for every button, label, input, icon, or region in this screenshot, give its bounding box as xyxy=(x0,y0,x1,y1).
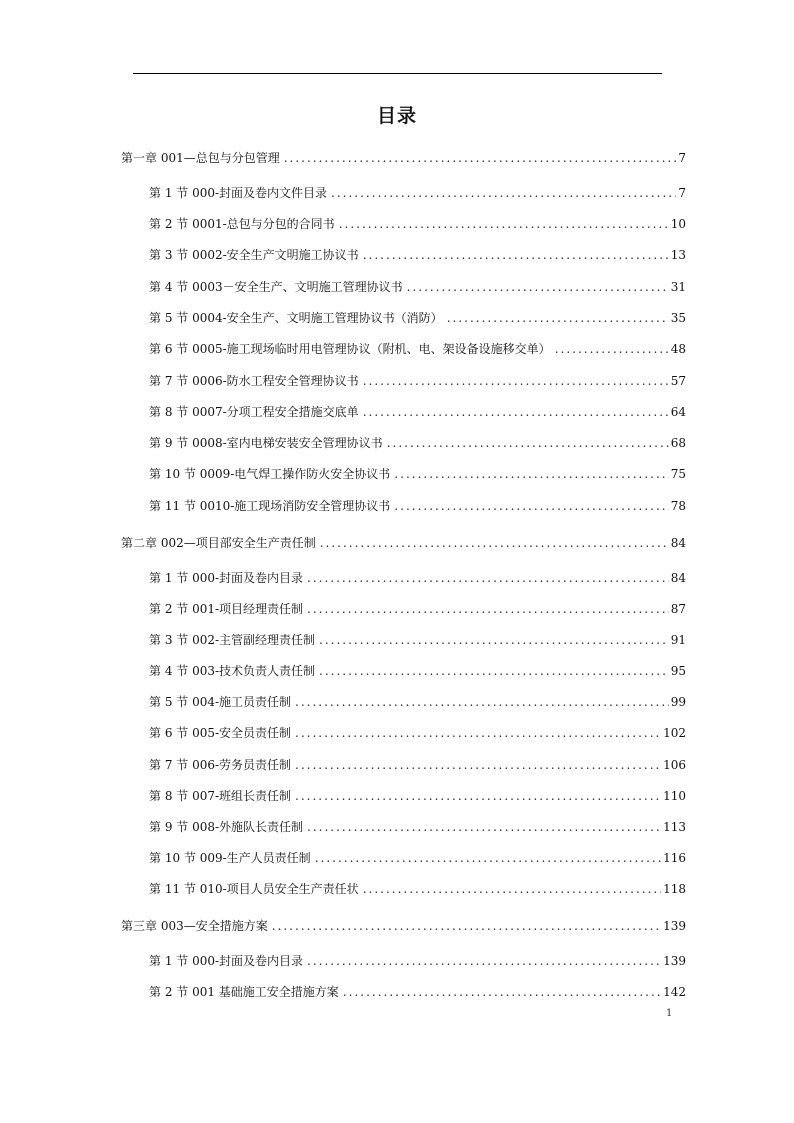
toc-section-1-4[interactable] xyxy=(149,279,686,295)
dot-leader xyxy=(339,216,669,232)
toc-section-2-1[interactable] xyxy=(149,570,686,586)
toc-section-2-4[interactable] xyxy=(149,663,686,679)
dot-leader xyxy=(307,601,669,617)
dot-leader xyxy=(319,632,669,648)
dot-leader xyxy=(320,535,669,551)
toc-entry-label: 第 4 节 0003－安全生产、文明施工管理协议书 xyxy=(149,280,403,294)
dot-leader xyxy=(363,404,669,420)
toc-entry-label: 第 2 节 001-项目经理责任制 xyxy=(149,602,304,616)
toc-entry-label: 第 10 节 0009-电气焊工操作防火安全协议书 xyxy=(149,467,391,481)
toc-section-1-10[interactable] xyxy=(149,466,686,482)
toc-entry-page: 118 xyxy=(663,882,686,896)
toc-chapter-1[interactable] xyxy=(121,150,686,166)
toc-entry-label: 第三章 003—安全措施方案 xyxy=(121,919,268,933)
toc-section-2-9[interactable] xyxy=(149,819,686,835)
dot-leader xyxy=(363,247,669,263)
dot-leader xyxy=(307,819,661,835)
toc-section-3-1[interactable] xyxy=(149,953,686,969)
toc-entry-label: 第 5 节 0004-安全生产、文明施工管理协议书（消防） xyxy=(149,311,443,325)
toc-entry-label: 第 5 节 004-施工员责任制 xyxy=(149,695,292,709)
dot-leader xyxy=(315,850,661,866)
toc-entry-page: 57 xyxy=(670,374,686,388)
toc-entry-page: 31 xyxy=(670,280,686,294)
toc-entry-page: 116 xyxy=(663,851,686,865)
toc-entry-page: 84 xyxy=(670,536,686,550)
dot-leader xyxy=(387,435,669,451)
toc-entry-label: 第 9 节 008-外施队长责任制 xyxy=(149,820,304,834)
toc-entry-label: 第二章 002—项目部安全生产责任制 xyxy=(121,536,316,550)
dot-leader xyxy=(394,466,668,482)
dot-leader xyxy=(394,498,668,514)
toc-entry-page: 110 xyxy=(663,789,686,803)
toc-entry-page: 99 xyxy=(670,695,686,709)
dot-leader xyxy=(295,788,661,804)
toc-section-1-3[interactable] xyxy=(149,247,686,263)
toc-section-2-8[interactable] xyxy=(149,788,686,804)
toc-entry-label: 第 2 节 001 基础施工安全措施方案 xyxy=(149,985,339,999)
toc-entry-label: 第 7 节 0006-防水工程安全管理协议书 xyxy=(149,374,359,388)
toc-entry-page: 75 xyxy=(670,467,686,481)
toc-entry-label: 第 11 节 010-项目人员安全生产责任状 xyxy=(149,882,359,896)
toc-entry-label: 第一章 001—总包与分包管理 xyxy=(121,151,280,165)
toc-entry-label: 第 1 节 000-封面及卷内目录 xyxy=(149,571,304,585)
toc-entry-label: 第 2 节 0001-总包与分包的合同书 xyxy=(149,217,335,231)
toc-entry-page: 91 xyxy=(670,633,686,647)
toc-chapter-2[interactable] xyxy=(121,535,686,551)
toc-entry-page: 84 xyxy=(670,571,686,585)
toc-section-1-1[interactable] xyxy=(149,185,686,201)
toc-entry-page: 13 xyxy=(670,248,686,262)
toc-entry-page: 142 xyxy=(663,985,686,999)
toc-entry-page: 102 xyxy=(663,726,686,740)
toc-entry-page: 35 xyxy=(670,311,686,325)
toc-entry-page: 68 xyxy=(670,436,686,450)
toc-entry-page: 7 xyxy=(678,186,686,200)
toc-entry-label: 第 1 节 000-封面及卷内目录 xyxy=(149,954,304,968)
toc-entry-label: 第 11 节 0010-施工现场消防安全管理协议书 xyxy=(149,499,391,513)
toc-section-2-2[interactable] xyxy=(149,601,686,617)
toc-section-2-11[interactable] xyxy=(149,881,686,897)
dot-leader xyxy=(295,725,661,741)
dot-leader xyxy=(447,310,669,326)
dot-leader xyxy=(272,918,661,934)
toc-section-1-5[interactable] xyxy=(149,310,686,326)
toc-entry-label: 第 1 节 000-封面及卷内文件目录 xyxy=(149,186,328,200)
dot-leader xyxy=(307,953,661,969)
dot-leader xyxy=(295,757,661,773)
dot-leader xyxy=(295,694,669,710)
dot-leader xyxy=(331,185,676,201)
toc-section-1-6[interactable] xyxy=(149,341,686,357)
toc-entry-label: 第 8 节 007-班组长责任制 xyxy=(149,789,292,803)
dot-leader xyxy=(407,279,669,295)
toc-section-1-7[interactable] xyxy=(149,373,686,389)
toc-entry-page: 139 xyxy=(663,919,686,933)
toc-entry-page: 139 xyxy=(663,954,686,968)
toc-section-3-2[interactable] xyxy=(149,984,686,1000)
dot-leader xyxy=(319,663,669,679)
toc-entry-label: 第 10 节 009-生产人员责任制 xyxy=(149,851,311,865)
toc-entry-page: 10 xyxy=(670,217,686,231)
toc-section-2-3[interactable] xyxy=(149,632,686,648)
dot-leader xyxy=(284,150,677,166)
toc-entry-page: 87 xyxy=(670,602,686,616)
toc-entry-page: 106 xyxy=(663,758,686,772)
toc-section-2-6[interactable] xyxy=(149,725,686,741)
toc-section-1-2[interactable] xyxy=(149,216,686,232)
toc-section-2-5[interactable] xyxy=(149,694,686,710)
toc-entry-page: 48 xyxy=(670,342,686,356)
toc-entry-page: 95 xyxy=(670,664,686,678)
toc-entry-label: 第 6 节 005-安全员责任制 xyxy=(149,726,292,740)
dot-leader xyxy=(307,570,669,586)
toc-entry-label: 第 3 节 002-主管副经理责任制 xyxy=(149,633,316,647)
dot-leader xyxy=(555,341,669,357)
toc-entry-label: 第 7 节 006-劳务员责任制 xyxy=(149,758,292,772)
toc-entry-label: 第 8 节 0007-分项工程安全措施交底单 xyxy=(149,405,359,419)
toc-section-1-8[interactable] xyxy=(149,404,686,420)
toc-title: 目录 xyxy=(376,105,417,127)
toc-entry-page: 64 xyxy=(670,405,686,419)
toc-entry-label: 第 4 节 003-技术负责人责任制 xyxy=(149,664,316,678)
toc-entry-page: 113 xyxy=(663,820,686,834)
toc-chapter-3[interactable] xyxy=(121,918,686,934)
toc-entry-label: 第 9 节 0008-室内电梯安装安全管理协议书 xyxy=(149,436,383,450)
dot-leader xyxy=(363,373,669,389)
toc-entry-label: 第 3 节 0002-安全生产文明施工协议书 xyxy=(149,248,359,262)
dot-leader xyxy=(363,881,661,897)
toc-entry-page: 78 xyxy=(670,499,686,513)
toc-section-2-10[interactable] xyxy=(149,850,686,866)
toc-section-1-11[interactable] xyxy=(149,498,686,514)
toc-section-2-7[interactable] xyxy=(149,757,686,773)
toc-entry-page: 7 xyxy=(678,151,686,165)
dot-leader xyxy=(343,984,661,1000)
footer-page-number: 1 xyxy=(666,1008,673,1019)
toc-section-1-9[interactable] xyxy=(149,435,686,451)
toc-entry-label: 第 6 节 0005-施工现场临时用电管理协议（附机、电、架设备设施移交单） xyxy=(149,342,551,356)
